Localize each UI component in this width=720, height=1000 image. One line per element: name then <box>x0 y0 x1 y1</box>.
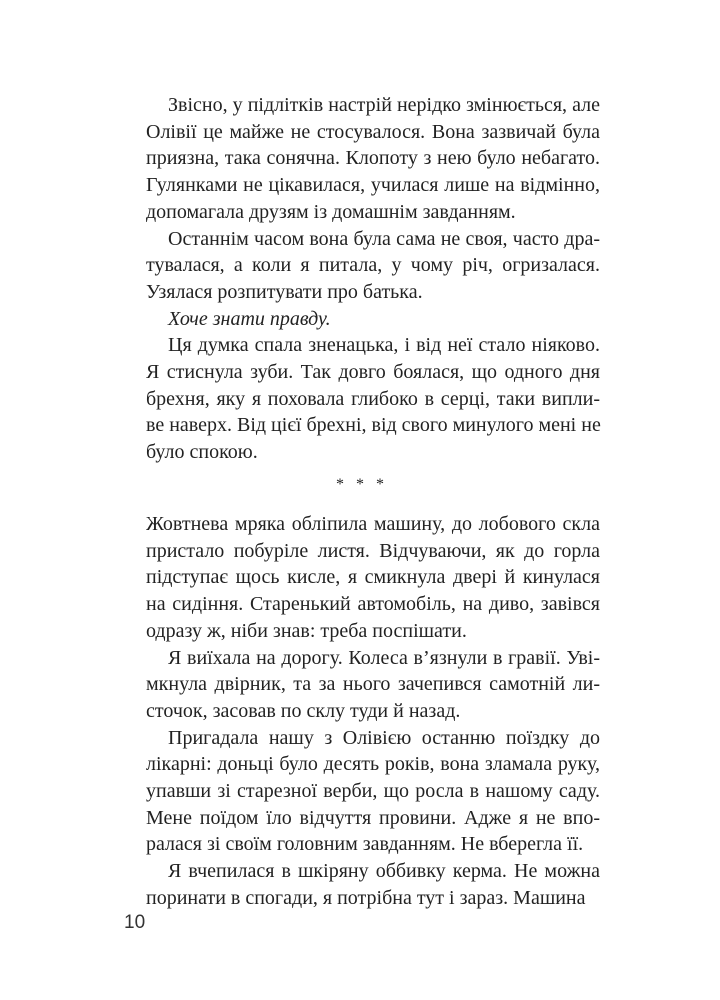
text-line: тувалася, а коли я питала, у чому річ, огризалася. <box>146 254 600 277</box>
text-line: було спокою. <box>146 441 258 464</box>
text-line: Мене поїдом їло відчуття провини. Адже я не впо- <box>146 806 600 829</box>
text-line: Ця думка спала зненацька, і від неї стало ніяково. <box>168 334 600 357</box>
text-line: Жовтнева мряка обліпила машину, до лобового скла <box>146 513 600 535</box>
paragraph <box>124 858 600 911</box>
paragraph <box>124 92 600 226</box>
text-line: Олівії це майже не стосувалося. Вона зазвичай була <box>146 120 600 143</box>
text-line: допомагала друзям із домашнім завданням. <box>146 200 516 223</box>
text-line: упавши зі старезної верби, що росла в нашому саду. <box>146 780 600 803</box>
paragraph <box>124 645 600 725</box>
text-line: ве наверх. Від цієї брехні, від свого минулого мені не <box>146 414 601 437</box>
text-line: Узялася розпитувати про батька. <box>146 280 423 303</box>
section-separator: * * * <box>336 476 388 493</box>
text-line: мкнула двірник, та за нього зачепився самотній ли- <box>146 673 600 696</box>
text-line: Я стиснула зуби. Так довго боялася, що одного дня <box>146 361 600 384</box>
text-line: брехня, яку я поховала глибоко в серці, таки випли- <box>146 387 600 410</box>
text-line: поринати в спогади, я потрібна тут і зараз. Машина <box>146 886 586 909</box>
text-line: одразу ж, ніби знав: треба поспішати. <box>146 619 467 642</box>
paragraph <box>124 306 600 333</box>
text-line: Я вчепилася в шкіряну оббивку керма. Не можна <box>168 860 600 883</box>
text-line: на сидіння. Старенький автомобіль, на диво, завівся <box>146 593 600 616</box>
text-block-top <box>124 92 600 466</box>
text-line: Я виїхала на дорогу. Колеса в’язнули в гравії. Уві- <box>168 646 600 669</box>
text-line: Звісно, у підлітків настрій нерідко змінюється, але <box>168 94 600 116</box>
text-block-bottom <box>124 511 600 912</box>
text-line: ралася зі своїм головним завданням. Не вберегла її. <box>146 833 584 856</box>
paragraph <box>124 725 600 859</box>
page-number: 10 <box>124 912 146 933</box>
paragraph <box>124 332 600 466</box>
text-line: Останнім часом вона була сама не своя, часто дра- <box>168 227 600 250</box>
text-line: підступає щось кисле, я смикнула двері й кинулася <box>146 566 600 589</box>
paragraph <box>124 226 600 306</box>
text-line: сточок, засовав по склу туди й назад. <box>146 699 461 722</box>
text-line: приязна, така сонячна. Клопоту з нею було небагато. <box>146 147 600 170</box>
text-line: лікарні: доньці було десять років, вона зламала руку, <box>146 753 600 776</box>
text-line: пристало побуріле листя. Відчуваючи, як до горла <box>146 539 600 562</box>
text-line: Гулянками не цікавилася, училася лише на відмінно, <box>146 174 600 197</box>
text-line: Пригадала нашу з Олівією останню поїздку до <box>168 726 600 749</box>
text-line: Хоче знати правду. <box>168 307 331 330</box>
paragraph <box>124 511 600 645</box>
